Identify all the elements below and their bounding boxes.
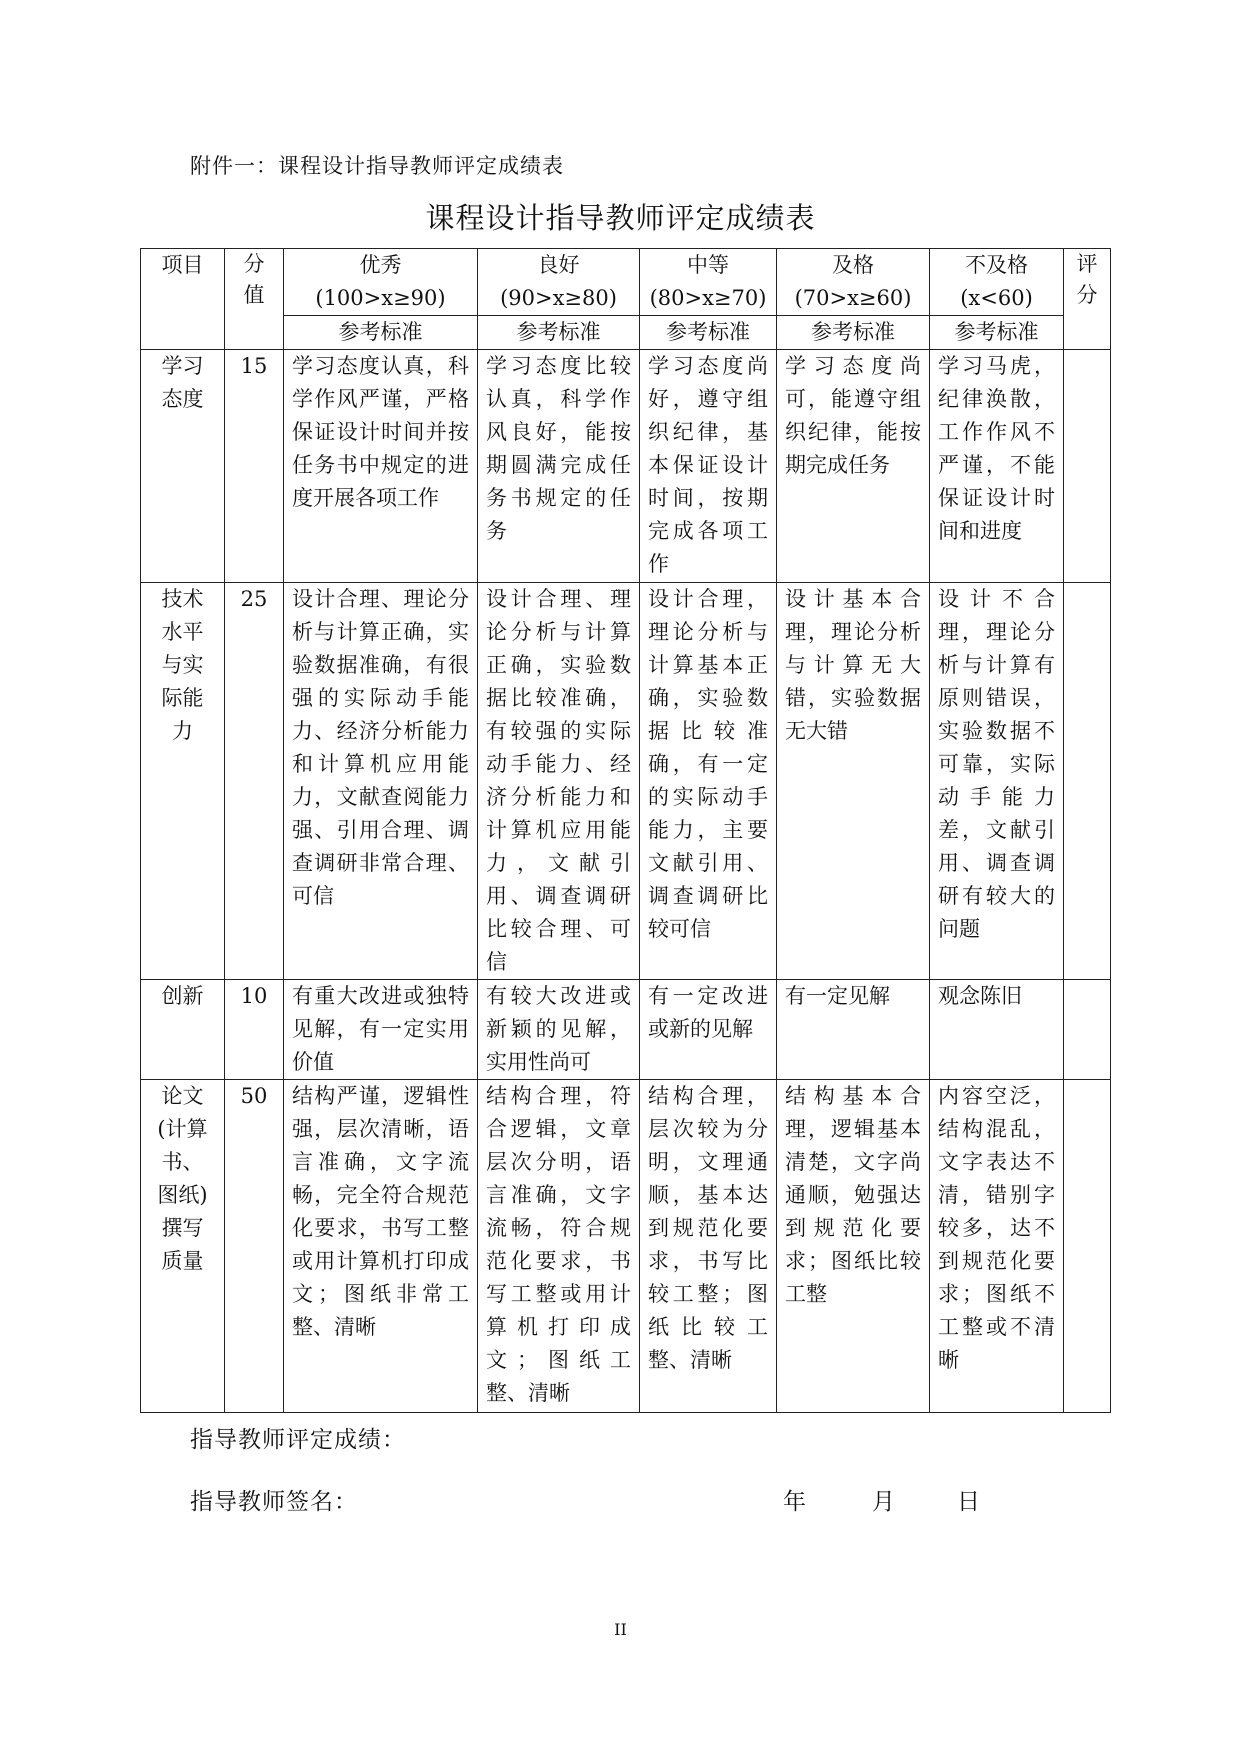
rating-cell[interactable] [1064, 980, 1111, 1080]
rating-cell[interactable] [1064, 1080, 1111, 1413]
criteria-fail: 学习马虎，纪律涣散，工作作风不严谨，不能保证设计时间和进度 [930, 350, 1064, 583]
advisor-signature-label: 指导教师签名： [190, 1489, 358, 1515]
criteria-medium: 学习态度尚好，遵守组织纪律，基本保证设计时间，按期完成各项工作 [640, 350, 777, 583]
criteria-good: 设计合理、理论分析与计算正确，实验数据比较准确，有较强的实际动手能力、经济分析能力和计算机应用能力，文献引用、调查调研比较合理、可信 [478, 583, 640, 980]
date-year-label: 年 [783, 1489, 806, 1515]
criteria-good: 学习态度比较认真，科学作风良好，能按期圆满完成任务书规定的任务 [478, 350, 640, 583]
criteria-excellent: 学习态度认真，科学作风严谨，严格保证设计时间并按任务书中规定的进度开展各项工作 [284, 350, 478, 583]
table-row [141, 1080, 1111, 1413]
criteria-pass: 有一定见解 [777, 980, 930, 1080]
date-day-label: 日 [957, 1489, 980, 1515]
reference-standard-label: 参考标准 [930, 316, 1064, 350]
row-item: 创新 [141, 980, 225, 1080]
date-month-label: 月 [872, 1489, 895, 1515]
row-item: 技术水平与实际能力 [141, 583, 225, 980]
reference-standard-label: 参考标准 [777, 316, 930, 350]
reference-standard-label: 参考标准 [640, 316, 777, 350]
row-score: 50 [225, 1080, 284, 1413]
header-item: 项目 [141, 249, 225, 350]
advisor-grade-label: 指导教师评定成绩： [190, 1427, 406, 1453]
criteria-fail: 设计不合理，理论分析与计算有原则错误，实验数据不可靠，实际动手能力差，文献引用、调查调研有较大的问题 [930, 583, 1064, 980]
grading-table [140, 248, 1111, 1413]
header-score-value: 分值 [225, 249, 284, 350]
table-row [141, 350, 1111, 583]
row-score: 15 [225, 350, 284, 583]
header-grade-pass: 及格 (70>x≥60) [777, 249, 930, 316]
row-score: 25 [225, 583, 284, 980]
criteria-fail: 内容空泛，结构混乱，文字表达不清，错别字较多，达不到规范化要求；图纸不工整或不清晰 [930, 1080, 1064, 1413]
row-item: 论文(计算书、图纸)撰写质量 [141, 1080, 225, 1413]
criteria-medium: 结构合理，层次较为分明，文理通顺，基本达到规范化要求，书写比较工整；图纸比较工整、清晰 [640, 1080, 777, 1413]
criteria-excellent: 有重大改进或独特见解，有一定实用价值 [284, 980, 478, 1080]
table-row [141, 583, 1111, 980]
reference-standard-label: 参考标准 [478, 316, 640, 350]
criteria-good: 结构合理，符合逻辑，文章层次分明，语言准确，文字流畅，符合规范化要求，书写工整或用计算机打印成文；图纸工整、清晰 [478, 1080, 640, 1413]
criteria-pass: 设计基本合理，理论分析与计算无大错，实验数据无大错 [777, 583, 930, 980]
row-item: 学习态度 [141, 350, 225, 583]
criteria-good: 有较大改进或新颖的见解，实用性尚可 [478, 980, 640, 1080]
table-row [141, 980, 1111, 1080]
reference-standard-label: 参考标准 [284, 316, 478, 350]
criteria-medium: 设计合理，理论分析与计算基本正确，实验数据比较准确，有一定的实际动手能力，主要文献引用、调查调研比较可信 [640, 583, 777, 980]
criteria-pass: 学习态度尚可，能遵守组织纪律，能按期完成任务 [777, 350, 930, 583]
row-score: 10 [225, 980, 284, 1080]
criteria-excellent: 结构严谨，逻辑性强，层次清晰，语言准确，文字流畅，完全符合规范化要求，书写工整或用计算机打印成文；图纸非常工整、清晰 [284, 1080, 478, 1413]
attachment-note: 附件一：课程设计指导教师评定成绩表 [190, 154, 564, 178]
criteria-fail: 观念陈旧 [930, 980, 1064, 1080]
criteria-medium: 有一定改进或新的见解 [640, 980, 777, 1080]
criteria-pass: 结构基本合理，逻辑基本清楚，文字尚通顺，勉强达到规范化要求；图纸比较工整 [777, 1080, 930, 1413]
header-rating: 评分 [1064, 249, 1111, 350]
criteria-excellent: 设计合理、理论分析与计算正确，实验数据准确，有很强的实际动手能力、经济分析能力和计算机应用能力，文献查阅能力强、引用合理、调查调研非常合理、可信 [284, 583, 478, 980]
header-grade-excellent: 优秀 (100>x≥90) [284, 249, 478, 316]
rating-cell[interactable] [1064, 583, 1111, 980]
header-grade-medium: 中等 (80>x≥70) [640, 249, 777, 316]
page-title: 课程设计指导教师评定成绩表 [425, 201, 816, 235]
page-number: II [614, 1620, 627, 1639]
header-grade-fail: 不及格 (x<60) [930, 249, 1064, 316]
rating-cell[interactable] [1064, 350, 1111, 583]
header-grade-good: 良好 (90>x≥80) [478, 249, 640, 316]
